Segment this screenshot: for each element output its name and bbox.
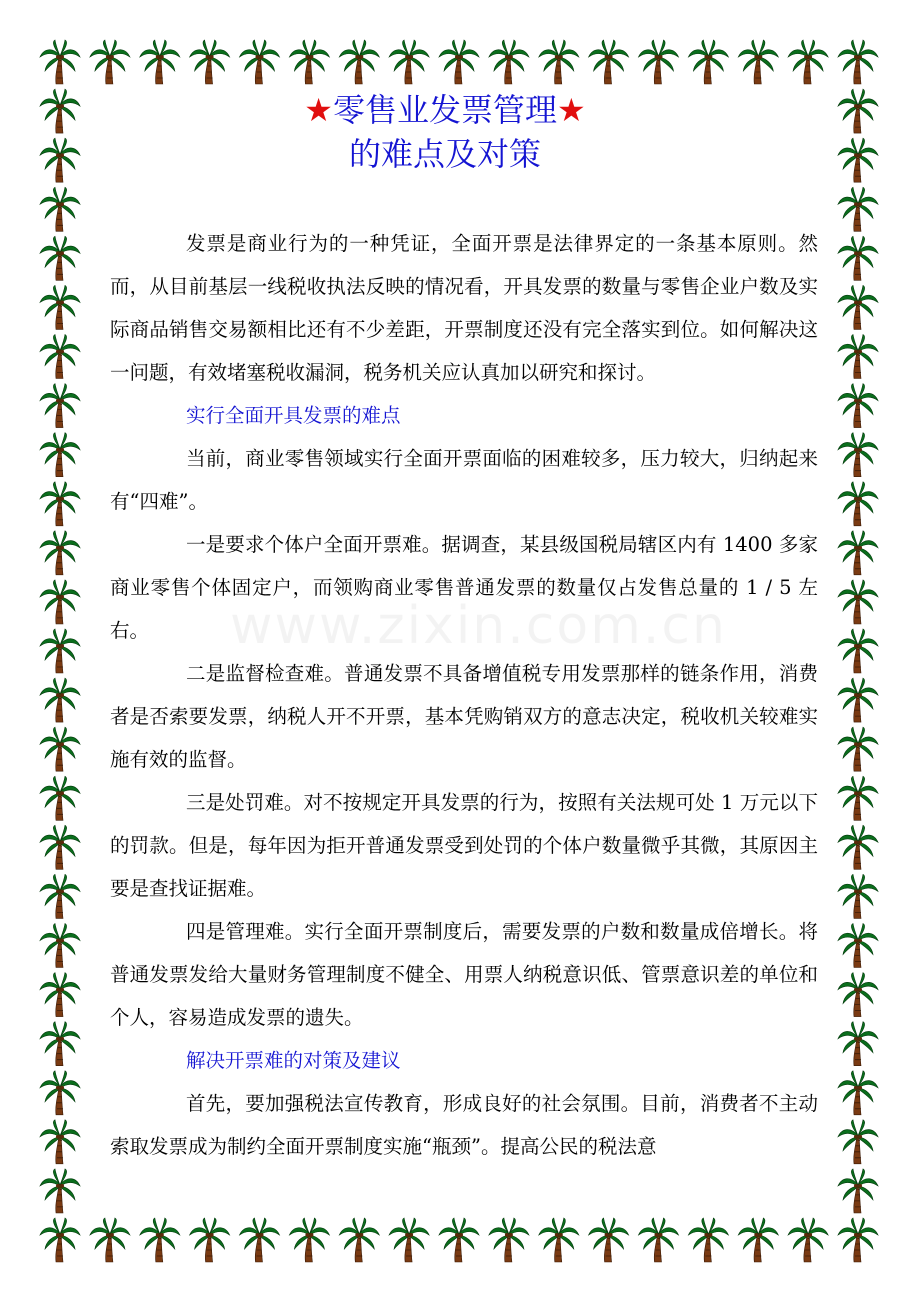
palm-tree-icon [838,629,878,673]
paragraph-countermeasure-1: 首先，要加强税法宣传教育，形成良好的社会氛围。目前，消费者不主动索取发票成为制约全面开票制度实施“瓶颈”。提高公民的税法意 [110,1092,818,1158]
palm-tree-icon [838,433,878,477]
title-line-1 [100,90,790,130]
palm-tree-icon [838,531,878,575]
palm-tree-icon [40,825,80,869]
palm-tree-icon [838,384,878,428]
palm-tree-icon [639,1218,679,1262]
palm-tree-icon [40,629,80,673]
palm-tree-icon [40,236,80,280]
palm-tree-icon [40,776,80,820]
palm-tree-icon [838,482,878,526]
palm-tree-icon [838,776,878,820]
title-text-1: 零售业发票管理 [332,91,557,129]
palm-tree-icon [140,40,180,84]
subheading-difficulties: 实行全面开具发票的难点 [186,404,401,427]
palm-tree-icon [838,40,878,84]
palm-tree-icon [838,236,878,280]
palm-tree-icon [838,1218,878,1262]
palm-tree-icon [738,40,778,84]
palm-tree-icon [389,1218,429,1262]
palm-tree-icon [389,40,429,84]
palm-tree-icon [738,1218,778,1262]
palm-tree-icon [838,973,878,1017]
palm-tree-icon [40,1218,80,1262]
palm-tree-icon [838,1169,878,1213]
palm-tree-icon [838,285,878,329]
palm-tree-icon [838,138,878,182]
palm-tree-icon [339,1218,379,1262]
red-star-icon: ★ [557,91,586,129]
palm-tree-icon [40,89,80,133]
palm-tree-icon [40,335,80,379]
paragraph-intro: 发票是商业行为的一种凭证，全面开票是法律界定的一条基本原则。然而，从目前基层一线税收执法反映的情况看，开具发票的数量与零售企业户数及实际商品销售交易额相比还有不少差距，开票制度还没有完全落实到位。如何解决这一问题，有效堵塞税收漏洞，税务机关应认真加以研究和探讨。 [110,232,818,384]
palm-tree-icon [639,40,679,84]
palm-tree-icon [688,40,728,84]
palm-tree-icon [838,825,878,869]
palm-tree-icon [439,1218,479,1262]
palm-tree-icon [838,1120,878,1164]
article-body [110,222,818,1168]
palm-tree-icon [240,40,280,84]
palm-tree-icon [40,138,80,182]
palm-tree-icon [90,40,130,84]
palm-tree-icon [688,1218,728,1262]
palm-tree-icon [838,335,878,379]
palm-tree-icon [40,874,80,918]
palm-tree-icon [289,1218,329,1262]
palm-tree-icon [40,580,80,624]
palm-tree-icon [838,924,878,968]
palm-tree-icon [40,482,80,526]
palm-tree-icon [240,1218,280,1262]
paragraph-difficulty-4: 四是管理难。实行全面开票制度后，需要发票的户数和数量成倍增长。将普通发票发给大量财务管理制度不健全、用票人纳税意识低、管票意识差的单位和个人，容易造成发票的遗失。 [110,920,818,1029]
red-star-icon: ★ [304,91,333,129]
subheading-countermeasures: 解决开票难的对策及建议 [186,1049,401,1072]
palm-tree-icon [489,40,529,84]
paragraph-difficulty-3: 三是处罚难。对不按规定开具发票的行为，按照有关法规可处 1 万元以下的罚款。但是，每年因为拒开普通发票受到处罚的个体户数量微乎其微，其原因主要是查找证据难。 [110,791,818,900]
palm-tree-icon [40,40,80,84]
palm-tree-icon [40,1022,80,1066]
palm-tree-icon [589,40,629,84]
palm-tree-icon [190,1218,230,1262]
palm-tree-icon [40,678,80,722]
palm-tree-icon [40,285,80,329]
title-line-2: 的难点及对策 [348,135,541,173]
paragraph-overview: 当前，商业零售领域实行全面开票面临的困难较多，压力较大，归纳起来有“四难”。 [110,447,818,513]
palm-tree-icon [40,924,80,968]
palm-tree-icon [539,1218,579,1262]
palm-tree-icon [838,678,878,722]
paragraph-difficulty-2: 二是监督检查难。普通发票不具备增值税专用发票那样的链条作用，消费者是否索要发票，纳税人开不开票，基本凭购销双方的意志决定，税收机关较难实施有效的监督。 [110,662,818,771]
palm-tree-icon [190,40,230,84]
palm-tree-icon [838,580,878,624]
paragraph-difficulty-1: 一是要求个体户全面开票难。据调查，某县级国税局辖区内有 1400 多家商业零售个体固定户，而领购商业零售普通发票的数量仅占发售总量的 1 / 5 左右。 [110,533,818,642]
palm-tree-icon [539,40,579,84]
palm-tree-icon [589,1218,629,1262]
palm-tree-icon [339,40,379,84]
palm-tree-icon [40,1071,80,1115]
palm-tree-icon [838,874,878,918]
palm-tree-icon [838,727,878,771]
palm-tree-icon [439,40,479,84]
palm-tree-icon [289,40,329,84]
palm-tree-icon [40,1169,80,1213]
palm-tree-icon [838,1071,878,1115]
palm-tree-icon [40,727,80,771]
palm-tree-icon [788,40,828,84]
palm-tree-icon [40,1120,80,1164]
palm-tree-icon [40,433,80,477]
palm-tree-icon [788,1218,828,1262]
palm-tree-icon [838,187,878,231]
palm-tree-icon [838,89,878,133]
palm-tree-icon [140,1218,180,1262]
palm-tree-icon [40,384,80,428]
palm-tree-icon [90,1218,130,1262]
palm-tree-icon [40,187,80,231]
palm-tree-icon [489,1218,529,1262]
palm-tree-icon [838,1022,878,1066]
palm-tree-icon [40,973,80,1017]
palm-tree-icon [40,531,80,575]
